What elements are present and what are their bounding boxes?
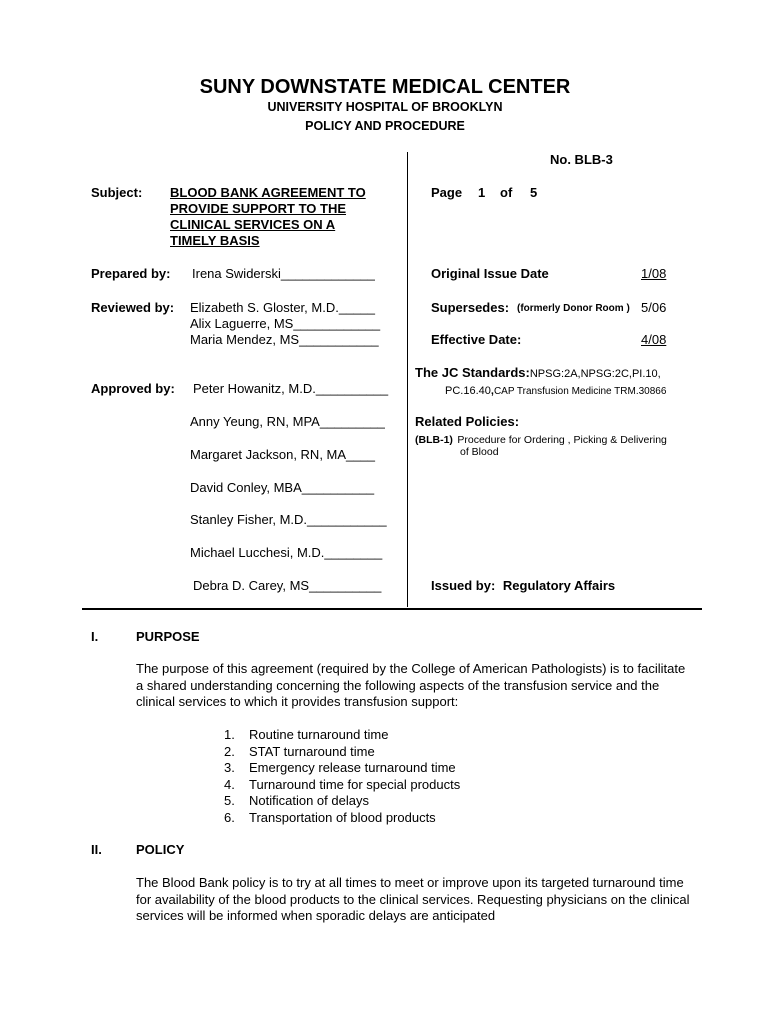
reviewer-name: Maria Mendez, MS___________: [190, 332, 379, 347]
purpose-list: [224, 727, 460, 826]
jc-standards: [415, 364, 661, 382]
page-of-label: of: [500, 185, 513, 200]
list-item: 2. STAT turnaround time: [224, 743, 375, 759]
approver-name: Peter Howanitz, M.D.__________: [193, 381, 389, 396]
section-2-heading: POLICY: [136, 842, 185, 857]
approver-name: David Conley, MBA__________: [190, 480, 375, 495]
approver-name: Margaret Jackson, RN, MA____: [190, 447, 375, 462]
hospital-name: UNIVERSITY HOSPITAL OF BROOKLYN: [267, 100, 503, 114]
document-title: SUNY DOWNSTATE MEDICAL CENTER: [199, 76, 571, 98]
effective-date-value: 4/08: [641, 332, 667, 347]
effective-date-label: Effective Date:: [431, 332, 522, 347]
approver-name: Stanley Fisher, M.D.___________: [190, 512, 387, 527]
list-item: 1. Routine turnaround time: [224, 727, 389, 742]
list-item: 6. Transportation of blood products: [224, 809, 436, 825]
section-1-numeral: I.: [91, 629, 99, 644]
document-type: POLICY AND PROCEDURE: [305, 119, 465, 133]
subject-line-4: TIMELY BASIS: [170, 233, 260, 248]
jc-standards-codes: NPSG:2A,NPSG:2C,PI.10,: [529, 368, 661, 380]
document-number: No. BLB-3: [550, 152, 613, 167]
page-total: 5: [530, 185, 538, 200]
prepared-by-name: Irena Swiderski_____________: [192, 266, 375, 281]
supersedes-value: 5/06: [641, 300, 667, 315]
reviewer-name: Elizabeth S. Gloster, M.D._____: [190, 300, 375, 315]
section-1-paragraph: The purpose of this agreement (required by the College of American Pathologists) is to facilitate a shared understanding concerning the following aspects of the transfusion service and the clinical services to which it provides transfusion support:: [136, 661, 686, 709]
related-policies-label: Related Policies:: [415, 414, 520, 429]
supersedes-label: Supersedes:: [431, 300, 510, 315]
page-current: 1: [478, 185, 486, 200]
subject-line-3: CLINICAL SERVICES ON A: [170, 217, 336, 232]
issued-by-label: Issued by:: [431, 578, 496, 593]
original-issue-value: 1/08: [641, 266, 667, 281]
related-policy-text: Procedure for Ordering , Picking & Delivering: [457, 434, 667, 446]
related-policy-line: [415, 430, 667, 448]
reviewed-by-label: Reviewed by:: [91, 300, 175, 315]
section-1-heading: PURPOSE: [136, 629, 200, 644]
section-2-numeral: II.: [91, 842, 102, 857]
related-policy-code: (BLB-1): [415, 434, 453, 446]
subject-line-1: BLOOD BANK AGREEMENT TO: [170, 185, 366, 200]
page-label: Page: [431, 185, 463, 200]
prepared-by-label: Prepared by:: [91, 266, 171, 281]
jc-standards-label: The JC Standards:: [415, 365, 530, 380]
subject-label: Subject:: [91, 185, 143, 200]
approved-by-label: Approved by:: [91, 381, 175, 396]
issued-by-value: Regulatory Affairs: [502, 578, 616, 593]
section-2-paragraph: The Blood Bank policy is to try at all times to meet or improve upon its targeted turnaround time for availability of the blood products to the clinical services. Requesting physicians on the clinical services will be informed when sporadic delays are anticipated: [136, 875, 690, 923]
list-item: 5. Notification of delays: [224, 793, 369, 808]
list-item: 4. Turnaround time for special products: [224, 776, 461, 792]
subject-line-2: PROVIDE SUPPORT TO THE: [170, 201, 347, 216]
related-policy-text-2: of Blood: [460, 446, 499, 458]
original-issue-label: Original Issue Date: [431, 266, 549, 281]
reviewer-name: Alix Laguerre, MS____________: [190, 316, 381, 331]
list-item: 3. Emergency release turnaround time: [224, 760, 456, 775]
approver-name: Anny Yeung, RN, MPA_________: [190, 414, 385, 429]
approver-name: Michael Lucchesi, M.D.________: [190, 545, 383, 560]
vertical-divider: [407, 152, 408, 607]
supersedes-note: (formerly Donor Room ): [517, 303, 630, 314]
issued-by: [431, 578, 615, 593]
header-divider: [82, 608, 702, 610]
jc-standards-line-2: PC.16.40,CAP Transfusion Medicine TRM.30866: [445, 385, 667, 397]
approver-name: Debra D. Carey, MS__________: [193, 578, 382, 593]
